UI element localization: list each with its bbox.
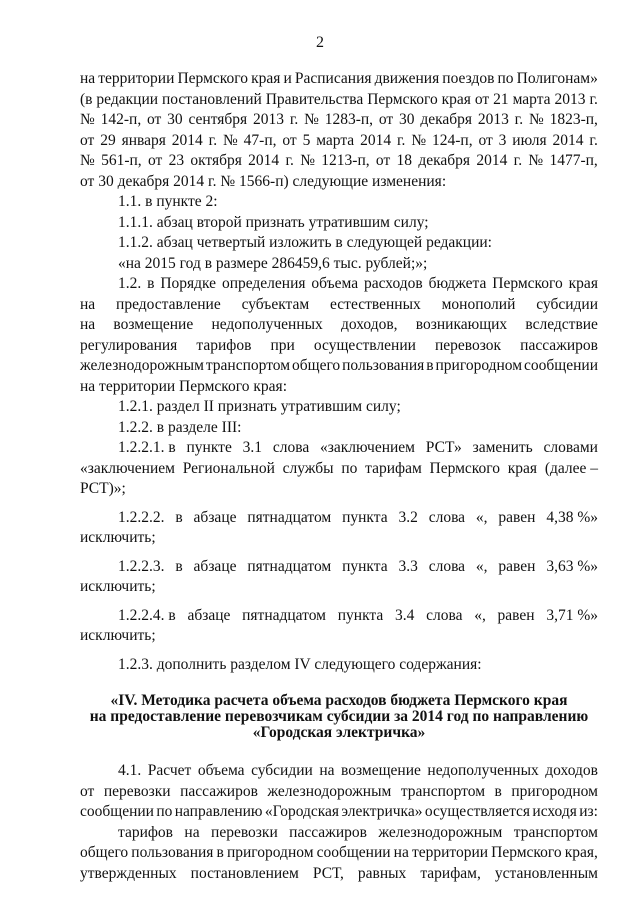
text-line — [80, 69, 598, 90]
word: бюджета — [428, 275, 487, 292]
word: «заключением — [320, 439, 415, 456]
word: марта — [512, 90, 551, 108]
word: пункте — [186, 439, 232, 456]
word: «Городская — [264, 803, 340, 820]
word: г. — [396, 131, 406, 149]
word: 124-п, — [431, 131, 473, 149]
word: г. — [513, 152, 523, 169]
text-line — [80, 151, 598, 172]
word: г. — [589, 90, 598, 108]
heading-line: на предоставление перевозчикам субсидии за 2014 год по направлению — [89, 708, 589, 725]
word: из: — [579, 803, 598, 820]
paragraph-intro — [80, 69, 598, 192]
word: абзаце — [193, 557, 237, 575]
word: осуществлении — [313, 336, 416, 354]
word: пригородном — [226, 844, 314, 861]
word: утвержденных — [80, 864, 177, 882]
word: возникающих — [415, 316, 508, 333]
word: словами — [543, 439, 598, 456]
text-line: исключить; — [80, 529, 156, 546]
word: естественных — [330, 295, 421, 313]
word: края — [568, 275, 598, 292]
word: края, — [564, 844, 598, 861]
word: 3,63 %» — [546, 557, 598, 575]
text-line — [80, 438, 598, 459]
word: субсидии — [536, 295, 598, 313]
word: 2013 — [253, 111, 284, 128]
word: декабря — [418, 152, 471, 169]
paragraph-4-1 — [80, 761, 598, 884]
word: Пермского — [429, 459, 501, 477]
word: равен — [497, 606, 535, 624]
word: электричка» — [341, 803, 423, 820]
word: «, — [475, 557, 488, 575]
word: 4.1. — [118, 762, 142, 779]
text-line — [80, 823, 598, 844]
word: пользования — [131, 844, 214, 861]
item-1-2-2: 1.2.2. в разделе III: — [118, 418, 242, 436]
word: пригородном — [511, 782, 598, 800]
word: 47-п, — [243, 131, 277, 149]
word: (в — [80, 90, 93, 108]
word: в — [426, 357, 434, 374]
text-line: от 30 декабря 2014 г. № 1566-п) следующие изменения: — [80, 172, 447, 190]
word: 3.1 — [242, 439, 263, 456]
word: 561-п, — [101, 152, 142, 169]
paragraph-1-2 — [80, 274, 598, 397]
word: на — [184, 823, 200, 841]
section-heading — [80, 693, 598, 741]
word: осуществляется — [424, 803, 531, 820]
word: г. — [285, 152, 294, 169]
word: перевозки — [103, 782, 171, 800]
word: № — [304, 111, 319, 128]
text-line — [80, 131, 598, 152]
word: пассажиров — [289, 823, 367, 841]
word: 3.3 — [398, 557, 418, 575]
word: Региональной — [182, 459, 275, 477]
word: от — [80, 131, 95, 149]
word: пассажиров — [180, 782, 258, 800]
word: от — [378, 111, 394, 128]
word: направлению — [174, 803, 263, 820]
word: Пермского — [491, 844, 562, 861]
text-line — [80, 557, 598, 578]
word: 1283-п, — [324, 111, 374, 128]
word: 1.2.2.4. в — [118, 606, 176, 624]
text-line — [80, 295, 598, 316]
text-line — [80, 802, 598, 823]
word: декабря — [420, 111, 473, 128]
word: № — [80, 111, 95, 128]
word: 3.2 — [398, 508, 418, 526]
word: г. — [208, 131, 218, 149]
word: сообщении — [80, 803, 154, 820]
word: от — [80, 782, 95, 800]
word: пункта — [342, 557, 388, 575]
word: возмещение — [113, 316, 194, 333]
word: транспортом — [205, 357, 291, 374]
word: Пермского — [367, 90, 438, 108]
text-line — [80, 274, 598, 295]
word: 30 — [399, 111, 415, 128]
text-line — [80, 782, 598, 803]
word: № — [223, 131, 238, 149]
word: «, — [475, 508, 488, 526]
word: железнодорожным — [80, 357, 204, 374]
word: территории — [98, 70, 175, 87]
word: 2014 — [552, 131, 584, 149]
word: пункта — [337, 606, 384, 624]
word: по — [497, 70, 514, 87]
text-line: на территории Пермского края: — [80, 377, 287, 395]
word: Расчет — [147, 762, 192, 779]
quoted-amount: «на 2015 год в размере 286459,6 тыс. рублей;»; — [118, 254, 428, 272]
word: перевозки — [211, 823, 278, 841]
word: 2014 — [248, 152, 280, 169]
word: пригородном — [435, 357, 523, 374]
word: и — [283, 70, 292, 87]
word: на — [80, 70, 96, 87]
word: 18 — [396, 152, 413, 169]
word: от — [147, 152, 163, 169]
word: Правительства — [265, 90, 364, 108]
word: 3.4 — [394, 606, 415, 624]
word: 30 — [167, 111, 183, 128]
word: слова — [428, 557, 466, 575]
word: постановлением — [190, 864, 299, 882]
word: объема — [311, 275, 359, 292]
word: общего — [80, 844, 129, 861]
item-1-1-1: 1.1.1. абзац второй признать утратившим силу; — [118, 213, 429, 231]
word: от — [147, 111, 162, 128]
word: г. — [289, 111, 299, 128]
word: определения — [221, 275, 306, 292]
word: равен — [498, 557, 536, 575]
word: возмещение — [341, 762, 421, 779]
word: сообщении — [316, 844, 391, 861]
text-line: исключить; — [80, 627, 156, 644]
word: заменить — [472, 439, 533, 456]
word: 142-п, — [100, 111, 142, 128]
text-line: РСТ)»; — [80, 480, 126, 497]
word: сентября — [188, 111, 248, 128]
word: края — [507, 459, 538, 477]
word: слова — [428, 508, 466, 526]
word: Порядке — [160, 275, 217, 292]
word: транспортом — [400, 782, 486, 800]
word: 21 — [493, 90, 509, 108]
word: от — [474, 90, 490, 108]
word: 29 — [100, 131, 116, 149]
word: в — [175, 508, 183, 526]
word: 1.2.2.1. в — [118, 439, 176, 456]
word: от — [478, 131, 493, 149]
word: Расписания — [294, 70, 372, 87]
word: сообщении — [524, 357, 598, 374]
word: края — [251, 70, 281, 87]
word: Пермского — [177, 70, 248, 87]
word: недополученных — [427, 762, 539, 779]
text-line — [80, 90, 598, 111]
item-1-2-3: 1.2.3. дополнить разделом IV следующего содержания: — [118, 655, 482, 673]
word: абзаце — [193, 508, 237, 526]
word: 1.2.2.2. — [118, 508, 165, 526]
text-line — [80, 110, 598, 131]
word: предоставление — [116, 295, 221, 313]
word: июля — [512, 131, 547, 149]
word: монополий — [441, 295, 516, 313]
paragraph-1-2-2-3 — [80, 557, 598, 598]
word: расходов — [364, 275, 423, 292]
text-line — [80, 459, 598, 480]
word: железнодорожным — [267, 782, 392, 800]
word: установленным — [494, 864, 598, 882]
word: доходов — [545, 762, 598, 779]
item-1-1: 1.1. в пункте 2: — [118, 193, 218, 210]
word: в — [216, 844, 224, 861]
word: № — [300, 152, 316, 169]
text-line — [80, 508, 598, 529]
word: от — [282, 131, 297, 149]
word: пятнадцатом — [242, 606, 326, 624]
word: постановлений — [161, 90, 262, 108]
word: объема — [197, 762, 245, 779]
word: пассажиров — [520, 336, 598, 354]
word: пятнадцатом — [247, 557, 332, 575]
word: января — [121, 131, 166, 149]
text-line — [80, 336, 598, 357]
word: «, — [474, 606, 486, 624]
word: исходя — [532, 803, 577, 820]
word: Полигонам» — [516, 70, 598, 87]
word: «заключением — [80, 459, 175, 477]
word: вследствие — [525, 316, 598, 333]
word: РСТ, — [312, 864, 344, 882]
word: общего — [292, 357, 341, 374]
word: 1.2.2.3. — [118, 557, 165, 575]
word: тарифов — [196, 336, 252, 354]
word: недополученных — [211, 316, 323, 333]
word: в — [494, 782, 502, 800]
word: г. — [589, 131, 598, 149]
word: от — [375, 152, 391, 169]
word: 4,38 %» — [546, 508, 598, 526]
word: г. — [514, 111, 524, 128]
word: № — [411, 131, 427, 149]
word: на — [393, 844, 409, 861]
text-line — [80, 843, 598, 864]
word: 23 — [168, 152, 185, 169]
text-line — [80, 315, 598, 336]
word: РСТ» — [425, 439, 462, 456]
word: 1477-п, — [549, 152, 598, 169]
text-line — [80, 606, 598, 627]
word: субъектам — [241, 295, 310, 313]
word: движения — [374, 70, 440, 87]
word: пункта — [342, 508, 388, 526]
word: слова — [272, 439, 310, 456]
word: 2014 — [360, 131, 392, 149]
heading-line: «Городская электричка» — [252, 724, 426, 741]
word: службы — [282, 459, 334, 477]
word: перевозок — [435, 336, 502, 354]
item-1-1-2: 1.1.2. абзац четвертый изложить в следующей редакции: — [118, 234, 492, 251]
word: 1.2. — [118, 275, 142, 292]
word: доходов, — [341, 316, 398, 333]
word: в — [147, 275, 155, 292]
word: 1213-п, — [321, 152, 370, 169]
word: на — [319, 762, 335, 779]
word: пятнадцатом — [247, 508, 332, 526]
word: по — [156, 803, 173, 820]
word: пользования — [342, 357, 425, 374]
word: 2014 — [476, 152, 508, 169]
text-line: исключить; — [80, 578, 156, 595]
paragraph-1-2-2-4 — [80, 606, 598, 647]
word: на — [80, 316, 96, 333]
word: поездов — [442, 70, 495, 87]
word: (далее – — [544, 459, 598, 477]
word: регулирования — [80, 336, 178, 354]
word: № — [80, 152, 95, 169]
document-body — [80, 69, 598, 884]
word: 3 — [498, 131, 507, 149]
word: 1823-п, — [549, 111, 598, 128]
word: тарифов — [118, 823, 173, 841]
word: октября — [190, 152, 242, 169]
word: железнодорожным — [378, 823, 503, 841]
word: 2013 — [554, 90, 586, 108]
word: тарифам — [365, 459, 422, 477]
text-line — [80, 356, 598, 377]
word: территории — [411, 844, 489, 861]
word: края — [441, 90, 471, 108]
word: Пермского — [492, 275, 563, 292]
page-number: 2 — [316, 34, 324, 51]
paragraph-1-2-2-2 — [80, 508, 598, 549]
word: слова — [426, 606, 463, 624]
word: равен — [498, 508, 536, 526]
word: 5 — [302, 131, 311, 149]
text-line — [80, 761, 598, 782]
word: № — [528, 111, 544, 128]
item-1-2-1: 1.2.1. раздел II признать утратившим силу; — [118, 398, 401, 415]
word: № — [528, 152, 544, 169]
word: 3,71 %» — [546, 606, 598, 624]
heading-line: «IV. Методика расчета объема расходов бюджета Пермского края — [110, 692, 568, 709]
word: тарифам, — [420, 864, 481, 882]
word: абзаце — [187, 606, 231, 624]
word: в — [175, 557, 183, 575]
word: субсидии — [251, 762, 313, 779]
word: по — [341, 459, 358, 477]
word: 2013 — [477, 111, 509, 128]
word: 2014 — [171, 131, 203, 149]
text-line — [80, 864, 598, 885]
word: равных — [357, 864, 407, 882]
word: марта — [316, 131, 355, 149]
word: редакции — [96, 90, 159, 108]
word: на — [80, 295, 96, 313]
word: транспортом — [513, 823, 598, 841]
paragraph-1-2-2-1 — [80, 438, 598, 500]
word: при — [270, 336, 295, 354]
